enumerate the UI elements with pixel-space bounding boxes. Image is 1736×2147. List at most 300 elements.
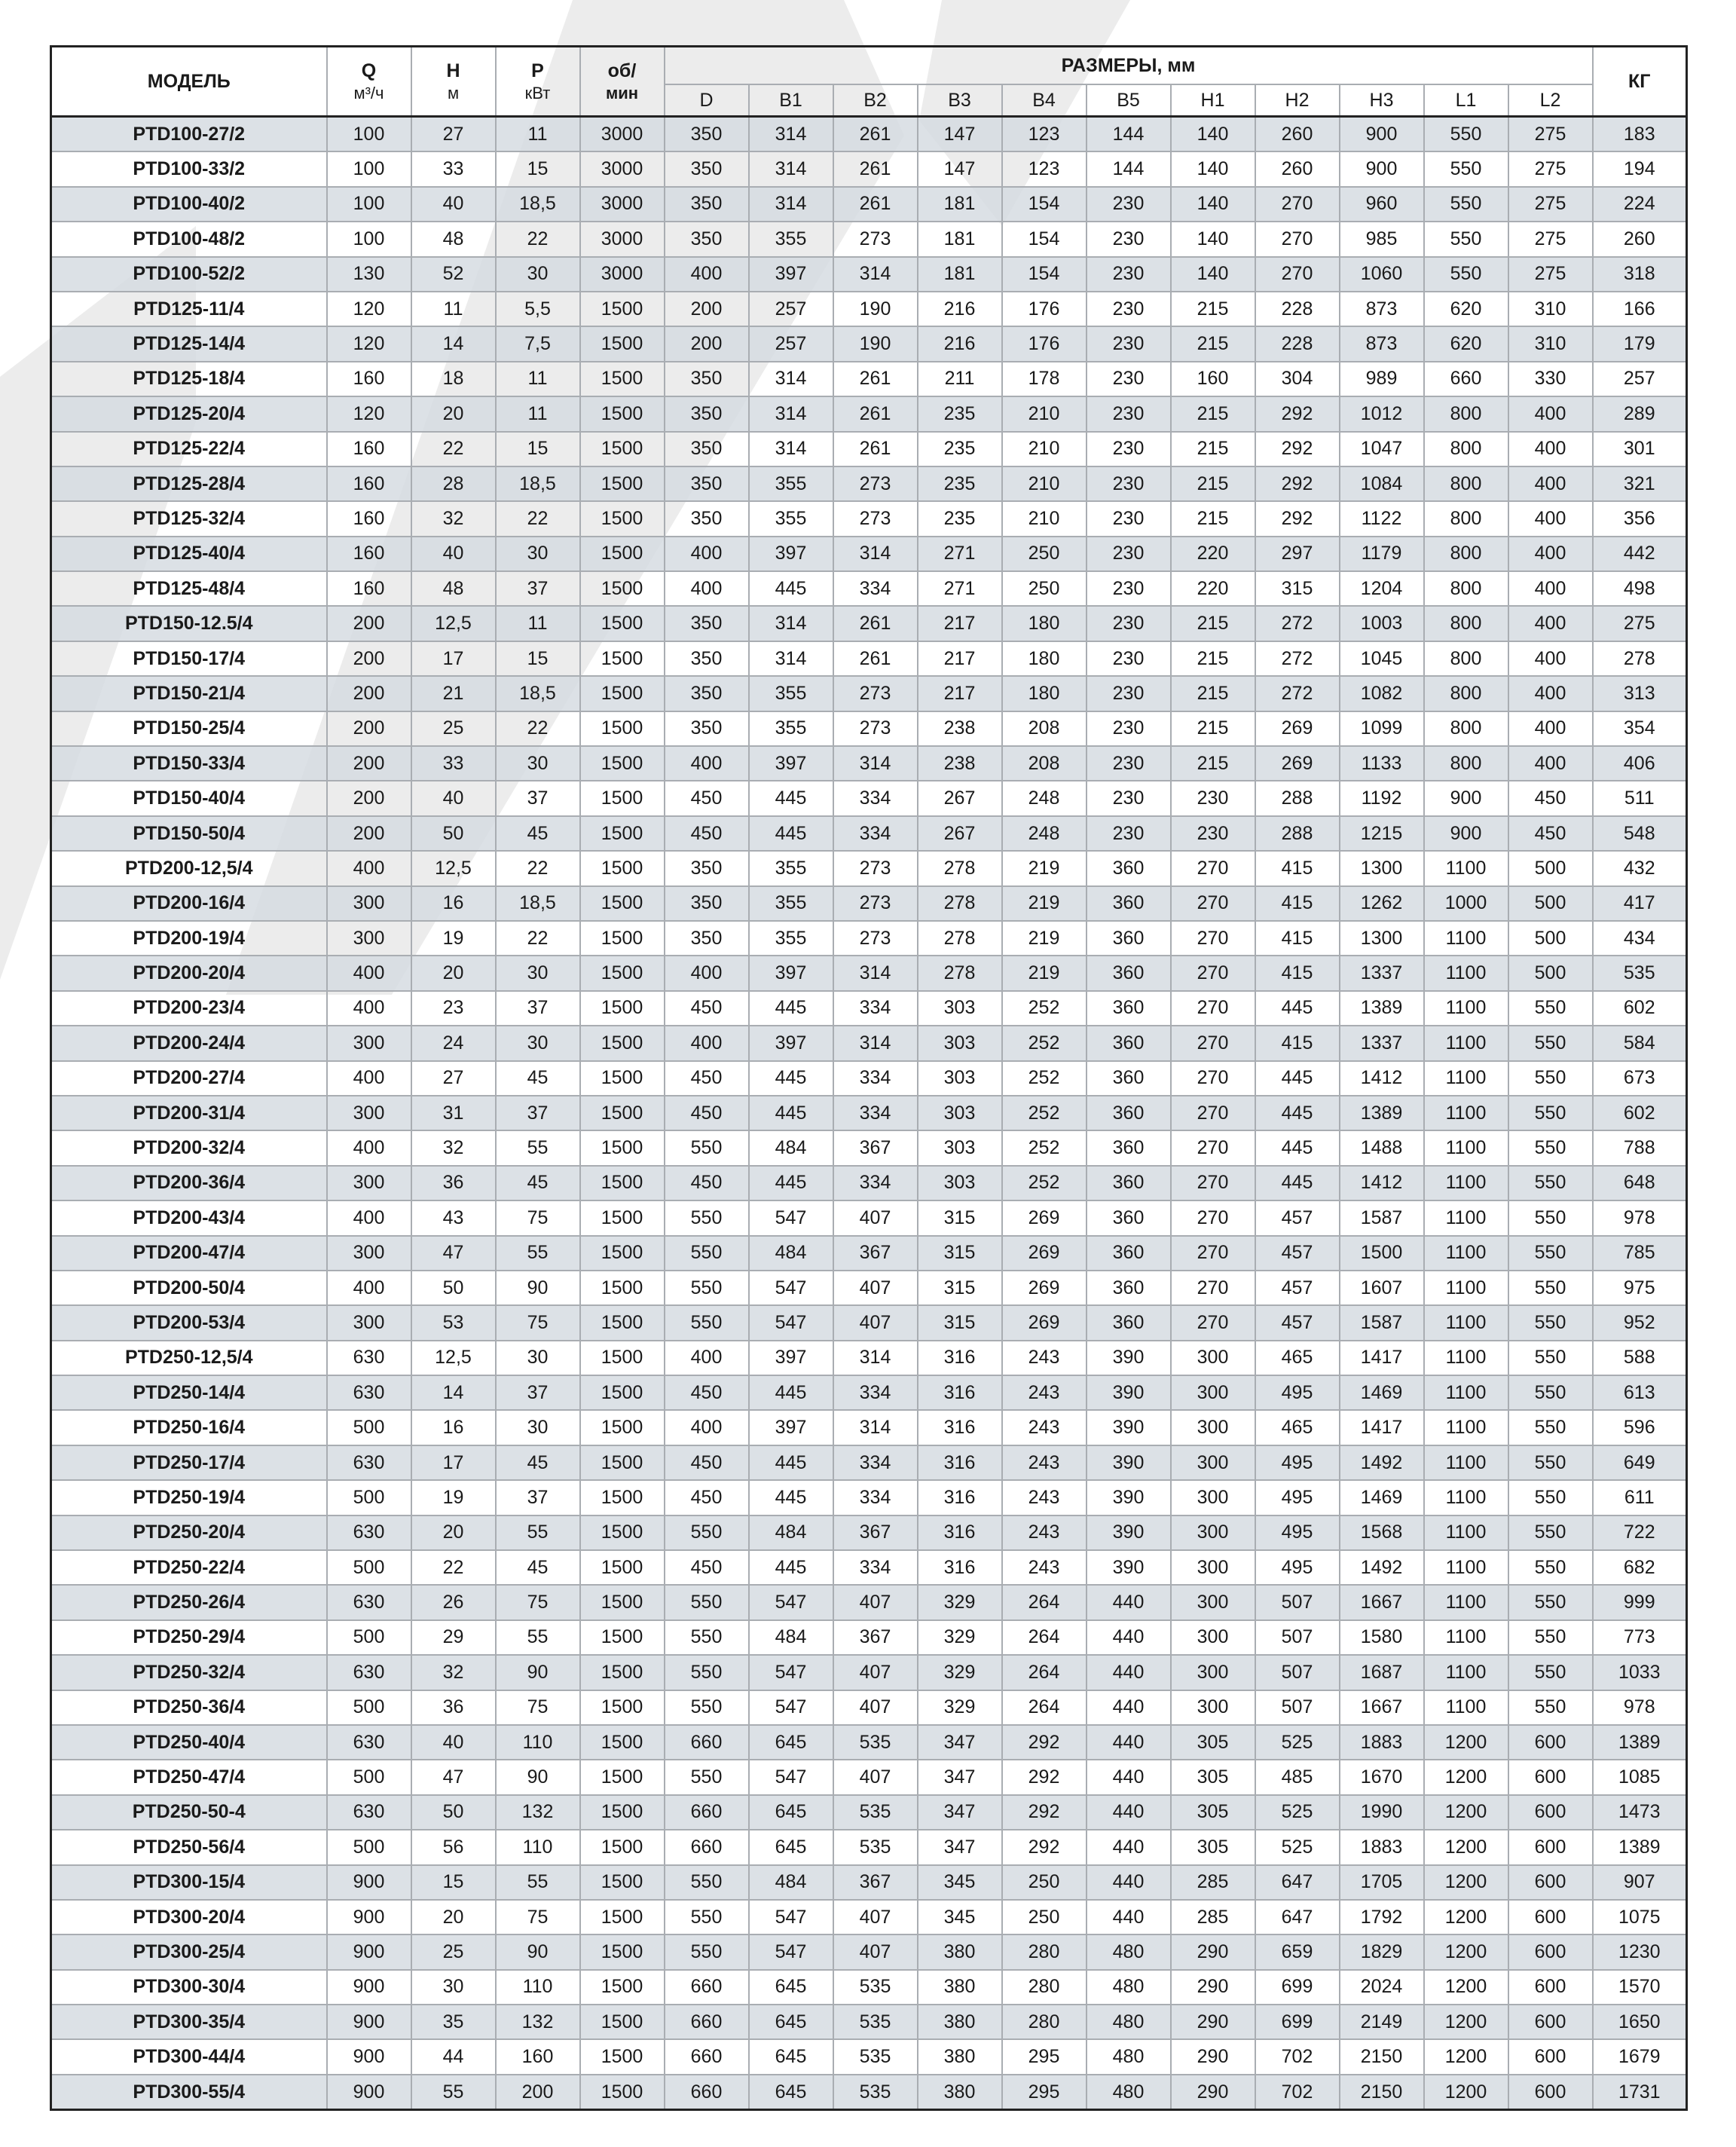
value-cell: 292 [1255,466,1340,501]
value-cell: 535 [833,2039,918,2074]
value-cell: 300 [1171,1445,1255,1480]
value-cell: 1500 [580,1236,665,1271]
value-cell: 400 [1508,676,1593,711]
value-cell: 100 [327,222,411,256]
value-cell: 43 [411,1200,496,1235]
value-cell: 440 [1087,1900,1171,1934]
model-cell: PTD250-20/4 [51,1515,327,1550]
value-cell: 14 [411,1375,496,1410]
value-cell: 440 [1087,1585,1171,1619]
model-cell: PTD250-40/4 [51,1725,327,1760]
table-row [51,2039,1687,2074]
value-cell: 1085 [1593,1760,1687,1794]
value-cell: 1033 [1593,1655,1687,1690]
table-row [51,362,1687,396]
value-cell: 36 [411,1690,496,1725]
value-cell: 1500 [580,2075,665,2110]
value-cell: 314 [749,187,833,222]
value-cell: 400 [665,257,749,292]
value-cell: 630 [327,1515,411,1550]
table-row [51,816,1687,851]
value-cell: 350 [665,886,749,921]
value-cell: 630 [327,1795,411,1830]
value-cell: 390 [1087,1515,1171,1550]
table-row [51,1200,1687,1235]
value-cell: 390 [1087,1445,1171,1480]
value-cell: 660 [665,1795,749,1830]
value-cell: 3000 [580,187,665,222]
value-cell: 314 [833,537,918,571]
value-cell: 290 [1171,1934,1255,1969]
value-cell: 432 [1593,851,1687,885]
table-row [51,1620,1687,1655]
value-cell: 1500 [580,466,665,501]
model-cell: PTD250-29/4 [51,1620,327,1655]
value-cell: 278 [918,851,1002,885]
value-cell: 547 [749,1934,833,1969]
value-cell: 350 [665,851,749,885]
value-cell: 800 [1424,606,1508,641]
value-cell: 1200 [1424,1795,1508,1830]
value-cell: 550 [665,1760,749,1794]
value-cell: 1417 [1340,1410,1424,1445]
value-cell: 270 [1171,956,1255,990]
value-cell: 350 [665,187,749,222]
header-q-label: Q [361,60,377,81]
value-cell: 219 [1002,956,1087,990]
value-cell: 329 [918,1620,1002,1655]
value-cell: 788 [1593,1130,1687,1165]
value-cell: 120 [327,396,411,431]
value-cell: 645 [749,2005,833,2039]
model-cell: PTD250-36/4 [51,1690,327,1725]
value-cell: 30 [496,257,580,292]
value-cell: 315 [918,1305,1002,1340]
value-cell: 480 [1087,1970,1171,2005]
value-cell: 480 [1087,2075,1171,2110]
value-cell: 17 [411,641,496,676]
value-cell: 334 [833,1550,918,1585]
value-cell: 230 [1087,746,1171,781]
value-cell: 292 [1002,1725,1087,1760]
value-cell: 500 [327,1690,411,1725]
value-cell: 30 [496,746,580,781]
value-cell: 140 [1171,222,1255,256]
value-cell: 140 [1171,257,1255,292]
value-cell: 1082 [1340,676,1424,711]
value-cell: 1230 [1593,1934,1687,1969]
value-cell: 550 [1508,1305,1593,1340]
header-rpm-label: об/ [607,60,637,81]
value-cell: 316 [918,1341,1002,1375]
value-cell: 290 [1171,1970,1255,2005]
value-cell: 144 [1087,151,1171,186]
value-cell: 1883 [1340,1725,1424,1760]
value-cell: 360 [1087,1305,1171,1340]
value-cell: 445 [1255,1130,1340,1165]
value-cell: 300 [327,886,411,921]
value-cell: 243 [1002,1410,1087,1445]
table-row [51,1026,1687,1060]
value-cell: 1179 [1340,537,1424,571]
value-cell: 275 [1508,187,1593,222]
value-cell: 270 [1255,222,1340,256]
table-row [51,1236,1687,1271]
model-cell: PTD150-33/4 [51,746,327,781]
value-cell: 535 [833,2075,918,2110]
value-cell: 2149 [1340,2005,1424,2039]
value-cell: 507 [1255,1585,1340,1619]
value-cell: 235 [918,501,1002,536]
value-cell: 300 [1171,1655,1255,1690]
value-cell: 484 [749,1620,833,1655]
value-cell: 1500 [580,1480,665,1515]
value-cell: 450 [665,816,749,851]
value-cell: 1500 [580,746,665,781]
value-cell: 316 [918,1410,1002,1445]
value-cell: 45 [496,1550,580,1585]
value-cell: 355 [749,222,833,256]
value-cell: 264 [1002,1585,1087,1619]
value-cell: 280 [1002,1934,1087,1969]
value-cell: 600 [1508,2005,1593,2039]
value-cell: 2150 [1340,2039,1424,2074]
value-cell: 32 [411,501,496,536]
value-cell: 645 [749,1830,833,1864]
value-cell: 334 [833,571,918,606]
value-cell: 300 [1171,1620,1255,1655]
value-cell: 1792 [1340,1900,1424,1934]
value-cell: 304 [1255,362,1340,396]
value-cell: 215 [1171,711,1255,746]
value-cell: 316 [918,1515,1002,1550]
value-cell: 1200 [1424,1760,1508,1794]
value-cell: 314 [749,432,833,466]
value-cell: 415 [1255,886,1340,921]
model-cell: PTD300-55/4 [51,2075,327,2110]
value-cell: 278 [918,886,1002,921]
value-cell: 500 [327,1620,411,1655]
value-cell: 270 [1171,1166,1255,1200]
value-cell: 264 [1002,1655,1087,1690]
model-cell: PTD150-50/4 [51,816,327,851]
value-cell: 550 [665,1900,749,1934]
value-cell: 397 [749,1410,833,1445]
value-cell: 37 [496,1096,580,1130]
value-cell: 900 [327,2039,411,2074]
value-cell: 390 [1087,1375,1171,1410]
value-cell: 50 [411,816,496,851]
value-cell: 248 [1002,781,1087,815]
value-cell: 147 [918,117,1002,152]
value-cell: 1500 [580,1900,665,1934]
value-cell: 550 [665,1515,749,1550]
value-cell: 1492 [1340,1550,1424,1585]
value-cell: 22 [496,921,580,956]
value-cell: 230 [1087,396,1171,431]
value-cell: 200 [327,641,411,676]
value-cell: 1500 [580,956,665,990]
value-cell: 407 [833,1900,918,1934]
value-cell: 261 [833,396,918,431]
value-cell: 90 [496,1760,580,1794]
value-cell: 15 [496,151,580,186]
value-cell: 1570 [1593,1970,1687,2005]
value-cell: 215 [1171,641,1255,676]
value-cell: 596 [1593,1410,1687,1445]
value-cell: 270 [1171,1271,1255,1305]
header-dim-b3: B3 [918,84,1002,117]
value-cell: 45 [496,1061,580,1096]
value-cell: 179 [1593,326,1687,361]
value-cell: 952 [1593,1305,1687,1340]
model-cell: PTD125-28/4 [51,466,327,501]
value-cell: 300 [327,1166,411,1200]
model-cell: PTD250-32/4 [51,1655,327,1690]
value-cell: 1500 [580,1550,665,1585]
value-cell: 407 [833,1934,918,1969]
table-row [51,1130,1687,1165]
value-cell: 56 [411,1830,496,1864]
value-cell: 1500 [580,292,665,326]
value-cell: 210 [1002,466,1087,501]
value-cell: 33 [411,151,496,186]
value-cell: 602 [1593,991,1687,1026]
value-cell: 289 [1593,396,1687,431]
value-cell: 90 [496,1655,580,1690]
value-cell: 305 [1171,1760,1255,1794]
value-cell: 1100 [1424,991,1508,1026]
value-cell: 400 [327,851,411,885]
value-cell: 3000 [580,222,665,256]
value-cell: 407 [833,1760,918,1794]
value-cell: 216 [918,326,1002,361]
table-row [51,1690,1687,1725]
value-cell: 230 [1171,781,1255,815]
value-cell: 360 [1087,1130,1171,1165]
model-cell: PTD200-27/4 [51,1061,327,1096]
value-cell: 230 [1087,781,1171,815]
value-cell: 160 [327,501,411,536]
value-cell: 272 [1255,641,1340,676]
value-cell: 160 [496,2039,580,2074]
value-cell: 230 [1087,816,1171,851]
value-cell: 1500 [580,1130,665,1165]
value-cell: 550 [665,1934,749,1969]
value-cell: 440 [1087,1655,1171,1690]
value-cell: 900 [327,1865,411,1900]
value-cell: 270 [1171,1061,1255,1096]
table-row [51,956,1687,990]
table-row [51,187,1687,222]
value-cell: 334 [833,781,918,815]
value-cell: 400 [1508,746,1593,781]
value-cell: 230 [1171,816,1255,851]
value-cell: 360 [1087,1026,1171,1060]
value-cell: 1084 [1340,466,1424,501]
value-cell: 1500 [580,537,665,571]
value-cell: 260 [1255,117,1340,152]
value-cell: 15 [496,641,580,676]
table-row [51,1795,1687,1830]
value-cell: 1100 [1424,1236,1508,1271]
value-cell: 1587 [1340,1305,1424,1340]
table-row [51,501,1687,536]
value-cell: 645 [749,1795,833,1830]
value-cell: 525 [1255,1725,1340,1760]
value-cell: 547 [749,1271,833,1305]
value-cell: 269 [1255,711,1340,746]
table-row [51,1830,1687,1864]
value-cell: 215 [1171,606,1255,641]
value-cell: 350 [665,641,749,676]
value-cell: 1204 [1340,571,1424,606]
value-cell: 630 [327,1445,411,1480]
value-cell: 315 [1255,571,1340,606]
value-cell: 230 [1087,257,1171,292]
value-cell: 445 [749,571,833,606]
value-cell: 397 [749,537,833,571]
value-cell: 290 [1171,2005,1255,2039]
value-cell: 140 [1171,187,1255,222]
value-cell: 280 [1002,1970,1087,2005]
value-cell: 1100 [1424,956,1508,990]
value-cell: 290 [1171,2075,1255,2110]
value-cell: 360 [1087,991,1171,1026]
value-cell: 12,5 [411,851,496,885]
value-cell: 535 [1593,956,1687,990]
value-cell: 20 [411,956,496,990]
value-cell: 400 [327,1130,411,1165]
value-cell: 230 [1087,711,1171,746]
value-cell: 1500 [580,1760,665,1794]
value-cell: 300 [1171,1515,1255,1550]
value-cell: 160 [327,466,411,501]
value-cell: 310 [1508,326,1593,361]
header-q [327,47,411,117]
model-cell: PTD150-21/4 [51,676,327,711]
value-cell: 261 [833,432,918,466]
model-cell: PTD300-20/4 [51,1900,327,1934]
value-cell: 110 [496,1725,580,1760]
value-cell: 1100 [1424,1166,1508,1200]
value-cell: 659 [1255,1934,1340,1969]
value-cell: 400 [1508,711,1593,746]
value-cell: 183 [1593,117,1687,152]
value-cell: 210 [1002,501,1087,536]
header-h-unit: м [447,83,460,102]
value-cell: 360 [1087,851,1171,885]
value-cell: 673 [1593,1061,1687,1096]
value-cell: 1100 [1424,1550,1508,1585]
value-cell: 1500 [580,1166,665,1200]
value-cell: 40 [411,187,496,222]
value-cell: 647 [1255,1865,1340,1900]
value-cell: 261 [833,606,918,641]
value-cell: 315 [918,1236,1002,1271]
value-cell: 1389 [1340,991,1424,1026]
value-cell: 300 [1171,1341,1255,1375]
value-cell: 1500 [580,886,665,921]
model-cell: PTD200-20/4 [51,956,327,990]
header-dim-b5: B5 [1087,84,1171,117]
value-cell: 20 [411,396,496,431]
value-cell: 230 [1087,606,1171,641]
value-cell: 1500 [580,1271,665,1305]
value-cell: 800 [1424,501,1508,536]
value-cell: 550 [1424,117,1508,152]
value-cell: 252 [1002,1130,1087,1165]
value-cell: 900 [1340,117,1424,152]
value-cell: 900 [1424,781,1508,815]
value-cell: 230 [1087,501,1171,536]
value-cell: 243 [1002,1375,1087,1410]
value-cell: 355 [749,676,833,711]
value-cell: 12,5 [411,606,496,641]
value-cell: 160 [327,432,411,466]
value-cell: 314 [749,117,833,152]
value-cell: 900 [327,2075,411,2110]
value-cell: 120 [327,326,411,361]
value-cell: 407 [833,1585,918,1619]
value-cell: 300 [327,1096,411,1130]
value-cell: 397 [749,746,833,781]
value-cell: 647 [1255,1900,1340,1934]
value-cell: 280 [1002,2005,1087,2039]
value-cell: 345 [918,1900,1002,1934]
value-cell: 305 [1171,1830,1255,1864]
value-cell: 1500 [580,1690,665,1725]
header-dim-l1: L1 [1424,84,1508,117]
value-cell: 90 [496,1934,580,1969]
value-cell: 250 [1002,1865,1087,1900]
value-cell: 334 [833,1375,918,1410]
value-cell: 500 [1508,851,1593,885]
value-cell: 1500 [580,711,665,746]
table-row [51,571,1687,606]
value-cell: 1200 [1424,2039,1508,2074]
value-cell: 400 [327,1200,411,1235]
model-cell: PTD150-40/4 [51,781,327,815]
table-row [51,1970,1687,2005]
value-cell: 180 [1002,676,1087,711]
model-cell: PTD125-22/4 [51,432,327,466]
value-cell: 55 [496,1236,580,1271]
value-cell: 1100 [1424,1341,1508,1375]
value-cell: 535 [833,1725,918,1760]
value-cell: 200 [327,676,411,711]
value-cell: 500 [1508,886,1593,921]
value-cell: 305 [1171,1725,1255,1760]
value-cell: 264 [1002,1620,1087,1655]
value-cell: 360 [1087,1061,1171,1096]
value-cell: 500 [327,1480,411,1515]
value-cell: 356 [1593,501,1687,536]
value-cell: 600 [1508,2039,1593,2074]
value-cell: 999 [1593,1585,1687,1619]
value-cell: 1200 [1424,1725,1508,1760]
table-row [51,1341,1687,1375]
value-cell: 1488 [1340,1130,1424,1165]
value-cell: 7,5 [496,326,580,361]
value-cell: 485 [1255,1760,1340,1794]
value-cell: 314 [833,1026,918,1060]
value-cell: 1100 [1424,1096,1508,1130]
value-cell: 288 [1255,816,1340,851]
value-cell: 120 [327,292,411,326]
value-cell: 1100 [1424,1690,1508,1725]
value-cell: 30 [496,1341,580,1375]
